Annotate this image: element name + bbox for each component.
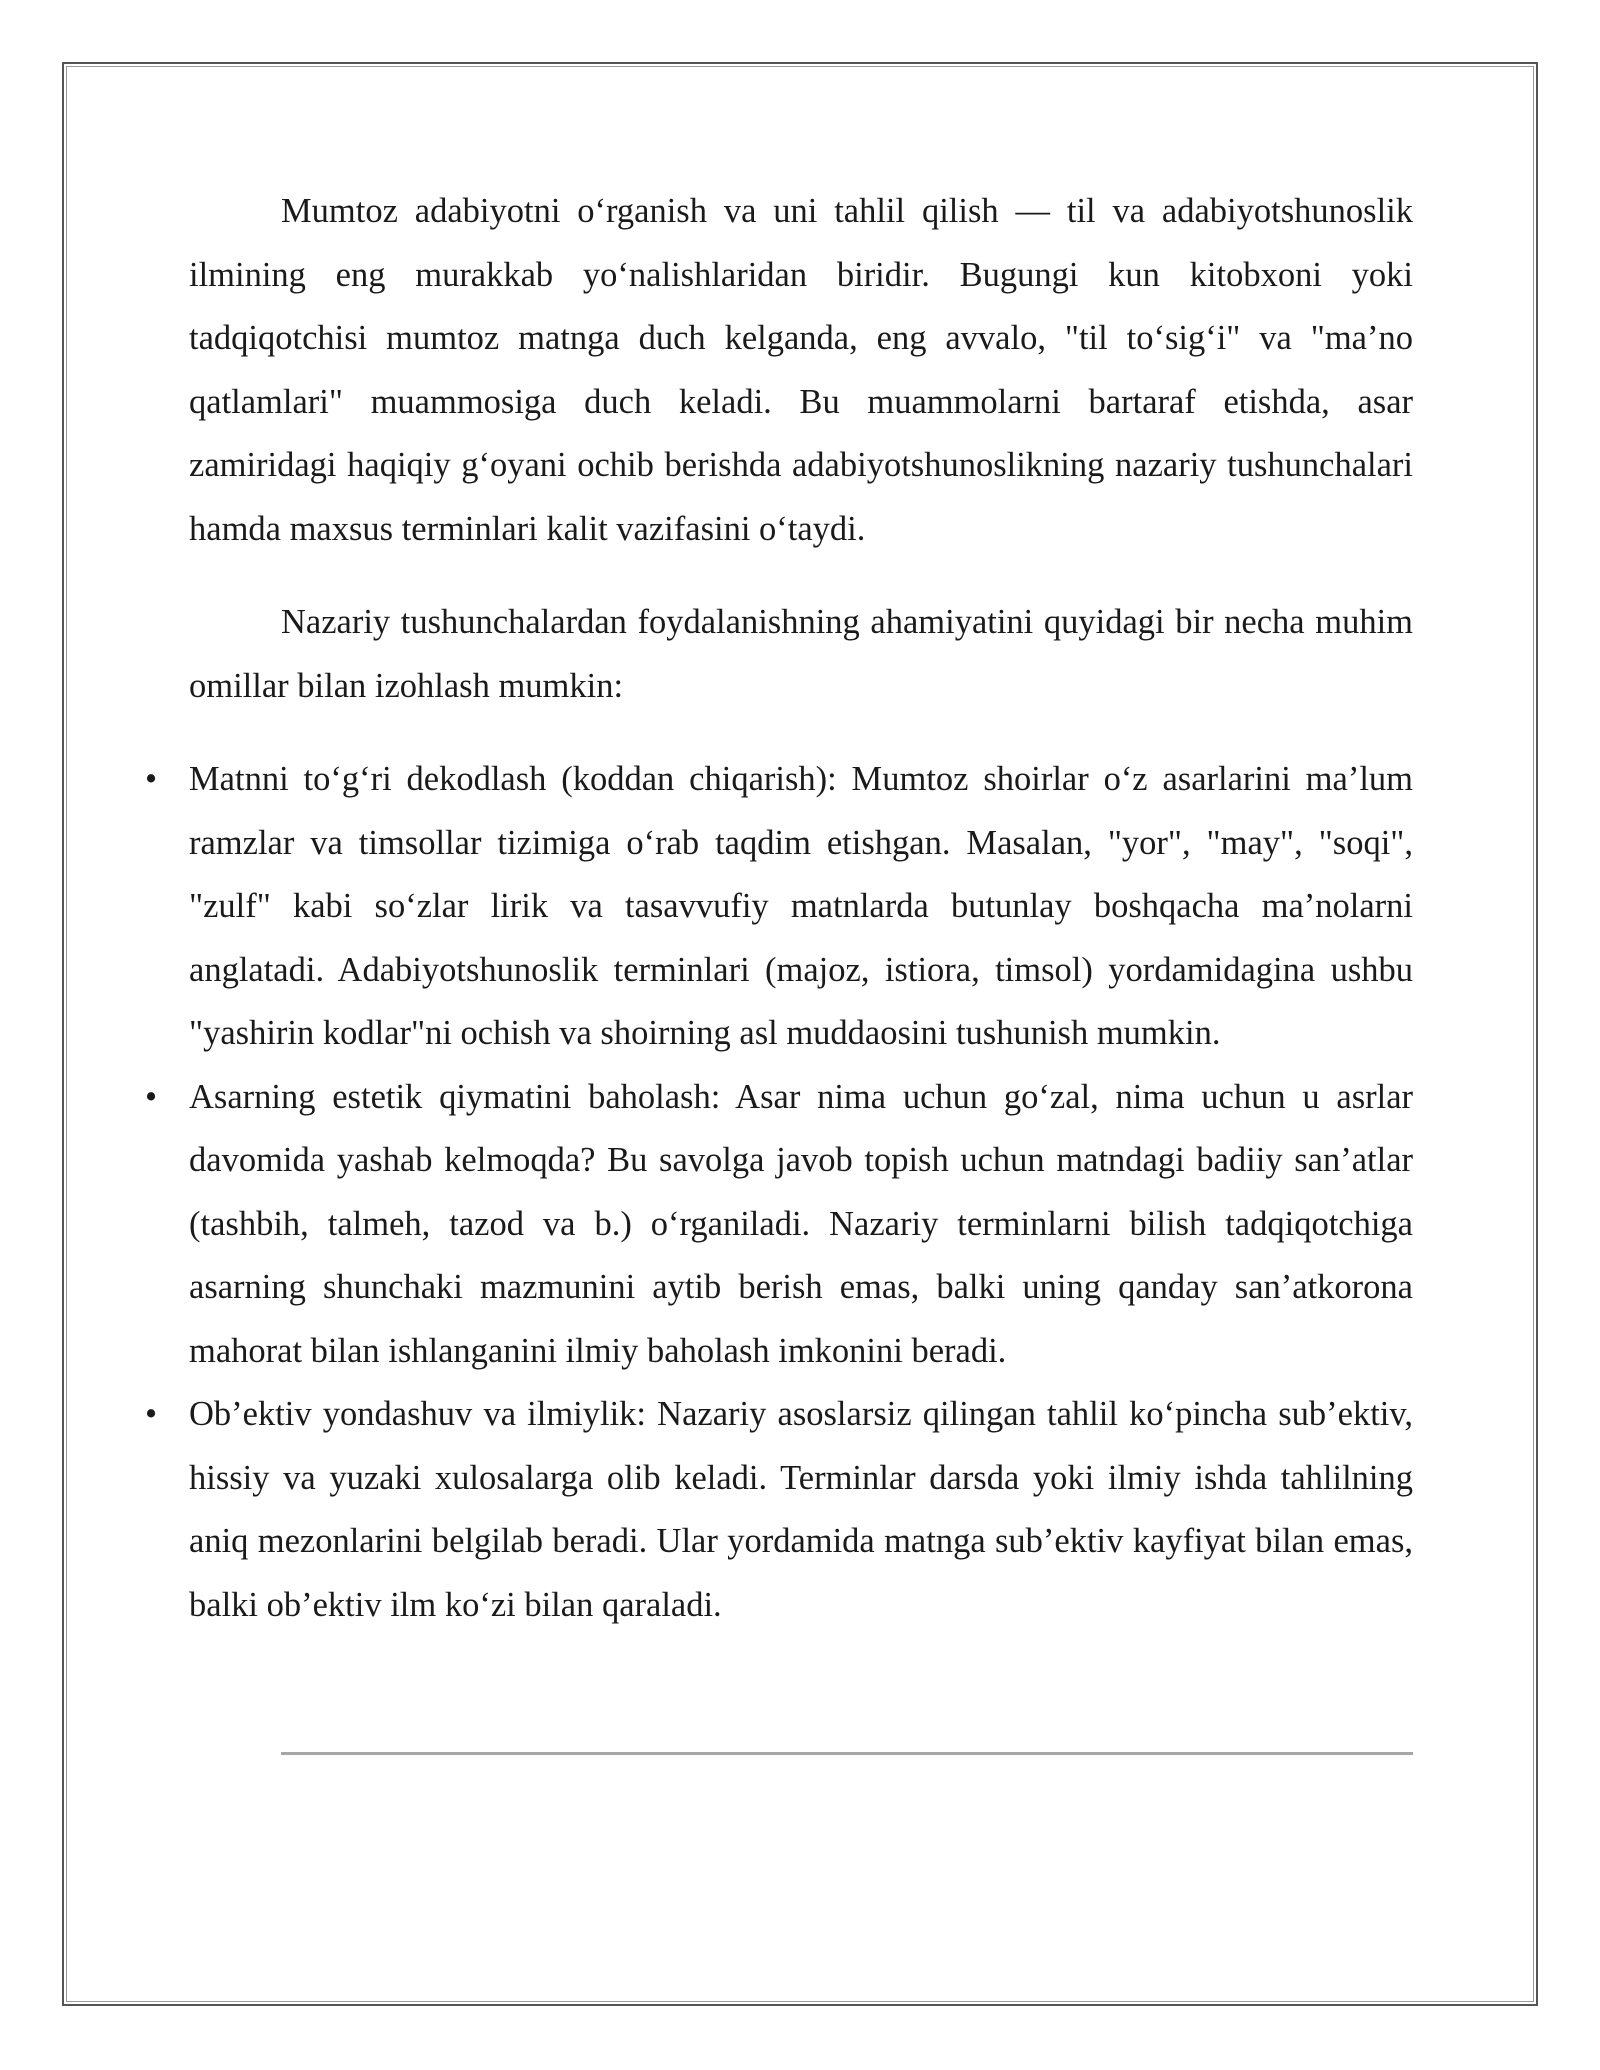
- paragraph-lead-in: Nazariy tushunchalardan foydalanishning ahamiyatini quyidagi bir necha muhim omillar bilan izohlash mumkin:: [189, 603, 1413, 705]
- list-item: [144, 1066, 1413, 1384]
- list-item: [144, 748, 1413, 1066]
- list-item-text: Asarning estetik qiymatini baholash: Asar nima uchun go‘zal, nima uchun u asrlar davomida yashab kelmoqda? Bu savolga javob topish uchun matndagi badiiy san’atlar (tashbih, talmeh, tazod va b.) o‘rganiladi. Nazariy terminlarni bilish tadqiqotchiga asarning shunchaki mazmunini aytib berish emas, balki uning qanday san’atkorona mahorat bilan ishlanganini ilmiy baholash imkonini beradi.: [189, 1077, 1413, 1370]
- bullet-icon: •: [144, 760, 158, 798]
- list-item-text: Matnni to‘g‘ri dekodlash (koddan chiqarish): Mumtoz shoirlar o‘z asarlarini ma’lum ramzlar va timsollar tizimiga o‘rab taqdim etishgan. Masalan, "yor", "may", "soqi", "zulf" kabi so‘zlar lirik va tasavvufiy matnlarda butunlay boshqacha ma’nolarni anglatadi. Adabiyotshunoslik terminlari (majoz, istiora, timsol) yordamidagina ushbu "yashirin kodlar"ni ochish va shoirning asl muddaosini tushunish mumkin.: [189, 760, 1413, 1052]
- list-item-text: Ob’ektiv yondashuv va ilmiylik: Nazariy asoslarsiz qilingan tahlil ko‘pincha sub’ektiv, hissiy va yuzaki xulosalarga olib keladi. Terminlar darsda yoki ilmiy ishda tahlilning aniq mezonlarini belgilab beradi. Ular yordamida matnga sub’ektiv kayfiyat bilan emas, balki ob’ektiv ilm ko‘zi bilan qaraladi.: [189, 1395, 1413, 1624]
- bullet-icon: •: [144, 1077, 158, 1116]
- list-item: [144, 1383, 1413, 1637]
- bullet-icon: •: [144, 1395, 158, 1433]
- bullet-list: [144, 748, 1413, 1637]
- horizontal-rule: [281, 1752, 1413, 1755]
- document-body: [144, 180, 1413, 1637]
- paragraph-intro: Mumtoz adabiyotni o‘rganish va uni tahlil qilish — til va adabiyotshunoslik ilmining eng murakkab yo‘nalishlaridan biridir. Bugungi kun kitobxoni yoki tadqiqotchisi mumtoz matnga duch kelganda, eng avvalo, "til to‘sig‘i" va "ma’no qatlamlari" muammosiga duch keladi. Bu muammolarni bartaraf etishda, asar zamiridagi haqiqiy g‘oyani ochib berishda adabiyotshunoslikning nazariy tushunchalari hamda maxsus terminlari kalit vazifasini o‘taydi.: [189, 192, 1413, 548]
